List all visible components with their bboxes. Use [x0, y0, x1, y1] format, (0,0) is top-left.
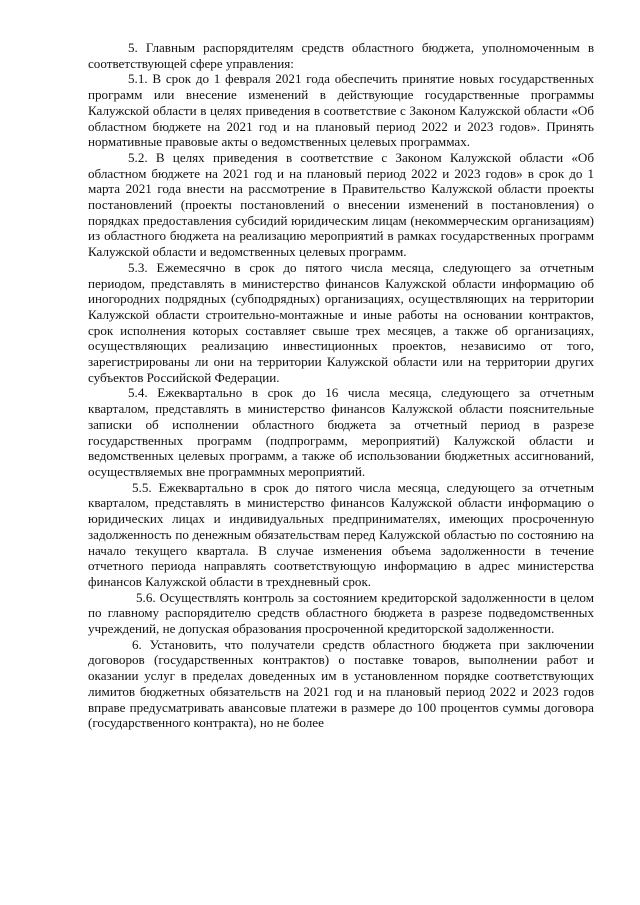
paragraph-5: 5. Главным распорядителям средств областного бюджета, уполномоченным в соответствующей сфере управления: [88, 40, 594, 71]
paragraph-5-1: 5.1. В срок до 1 февраля 2021 года обеспечить принятие новых государственных программ или внесение изменений в действующие государственные программы Калужской области в целях приведения в соответствие с Законом Калужской области «Об областном бюджете на 2021 год и на плановый период 2022 и 2023 годов». Принять нормативные правовые акты о ведомственных целевых программах. [88, 71, 594, 150]
paragraph-6: 6. Установить, что получатели средств областного бюджета при заключении договоров (государственных контрактов) о поставке товаров, выполнении работ и оказании услуг в пределах доведенных им в установленном порядке соответствующих лимитов бюджетных обязательств на 2021 год и на плановый период 2022 и 2023 годов вправе предусматривать авансовые платежи в размере до 100 процентов суммы договора (государственного контракта), но не более [88, 636, 594, 731]
paragraph-5-3: 5.3. Ежемесячно в срок до пятого числа месяца, следующего за отчетным периодом, представлять в министерство финансов Калужской области информацию об иногородних подрядных (субподрядных) организациях, осуществляющих на территории Калужской области строительно-монтажные и иные работы на основании контрактов, срок исполнения которых составляет свыше трех месяцев, а также об организациях, осуществляющих реализацию инвестиционных проектов, независимо от того, зарегистрированы ли они на территории Калужской области или на территории других субъектов Российской Федерации. [88, 259, 594, 385]
paragraph-5-2: 5.2. В целях приведения в соответствие с Законом Калужской области «Об областном бюджете на 2021 год и на плановый период 2022 и 2023 годов» в срок до 1 марта 2021 года внести на рассмотрение в Правительство Калужской области проекты постановлений (проекты постановлений о внесении изменений в постановления) о порядках предоставления субсидий юридическим лицам (некоммерческим организациям) из областного бюджета на реализацию мероприятий в рамках государственных программ Калужской области и ведомственных целевых программ. [88, 149, 594, 260]
paragraph-5-5: 5.5. Ежеквартально в срок до пятого числа месяца, следующего за отчетным кварталом, представлять в министерство финансов Калужской области информацию о юридических лицах и индивидуальных предпринимателях, имеющих просроченную задолженность по денежным обязательствам перед Калужской областью по состоянию на начало текущего квартала. В случае изменения объема задолженности в течение отчетного периода направлять соответствующую информацию в адрес министерства финансов Калужской области в трехдневный срок. [88, 479, 594, 589]
paragraph-5-4: 5.4. Ежеквартально в срок до 16 числа месяца, следующего за отчетным кварталом, представлять в министерство финансов Калужской области пояснительные записки об исполнении областного бюджета за отчетный период в разрезе государственных программ (подпрограмм, мероприятий) Калужской области и ведомственных целевых программ, а также об использовании бюджетных ассигнований, осуществляемых вне программных мероприятий. [88, 385, 594, 479]
document-page [88, 40, 594, 731]
paragraph-5-6: 5.6. Осуществлять контроль за состоянием кредиторской задолженности в целом по главному распорядителю средств областного бюджета в разрезе подведомственных учреждений, не допуская образования просроченной кредиторской задолженности. [88, 589, 594, 637]
